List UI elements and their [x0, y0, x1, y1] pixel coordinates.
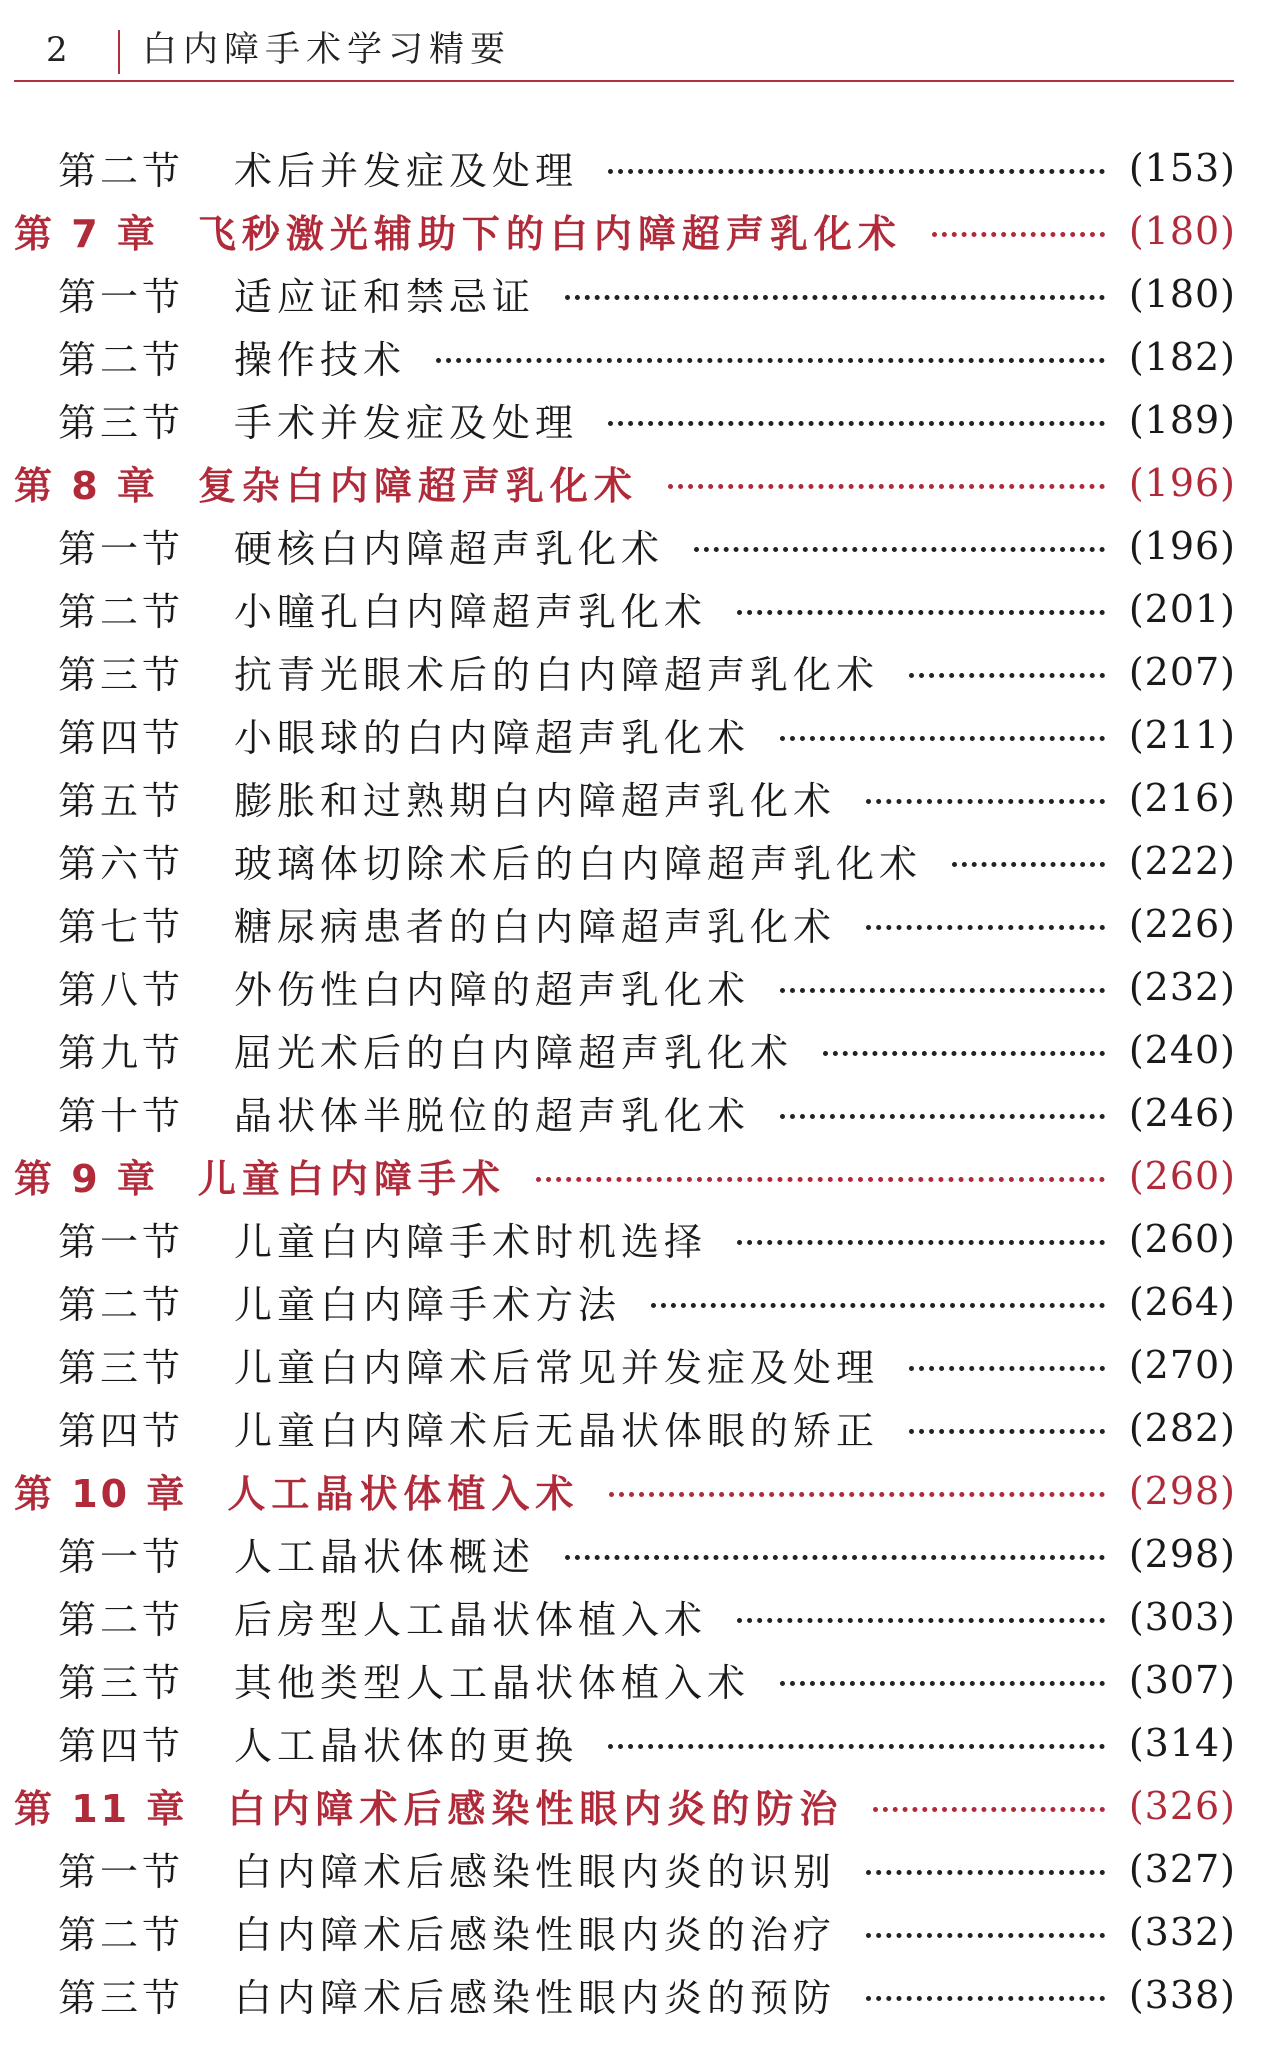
dot-leader — [694, 547, 1105, 552]
toc-page-number: (282) — [1128, 1405, 1236, 1450]
dot-leader — [932, 232, 1105, 237]
toc-entry-title: 术后并发症及处理 — [234, 149, 579, 193]
toc-entry-label: 第三节 — [58, 1976, 185, 2020]
book-title: 白内障手术学习精要 — [142, 30, 512, 70]
toc-entry-title: 白内障术后感染性眼内炎的预防 — [234, 1976, 837, 2020]
dot-leader — [608, 169, 1105, 174]
page-number: 2 — [46, 30, 68, 70]
dot-leader — [780, 988, 1105, 993]
toc-section-row[interactable] — [0, 1270, 1262, 1333]
dot-leader — [609, 1492, 1104, 1497]
toc-section-row[interactable] — [0, 1018, 1262, 1081]
dot-leader — [909, 1429, 1105, 1434]
toc-entry-label: 第三节 — [58, 653, 185, 697]
toc-entry-label: 第二节 — [58, 149, 185, 193]
toc-section-row[interactable] — [0, 1522, 1262, 1585]
toc-entry-label: 第六节 — [58, 842, 185, 886]
toc-entry-title: 操作技术 — [234, 338, 407, 382]
toc-page-number: (182) — [1128, 334, 1236, 379]
dot-leader — [436, 358, 1105, 363]
toc-entry-label: 第 9 章 — [14, 1157, 158, 1201]
toc-page-number: (226) — [1128, 901, 1236, 946]
toc-entry-title: 手术并发症及处理 — [234, 401, 579, 445]
toc-section-row[interactable] — [0, 640, 1262, 703]
toc-entry-title: 其他类型人工晶状体植入术 — [234, 1661, 751, 1705]
toc-page-number: (332) — [1128, 1909, 1236, 1954]
dot-leader — [737, 1618, 1105, 1623]
toc-page-number: (232) — [1128, 964, 1236, 1009]
toc-entry-title: 晶状体半脱位的超声乳化术 — [234, 1094, 751, 1138]
toc-entry-title: 小瞳孔白内障超声乳化术 — [234, 590, 708, 634]
toc-entry-title: 人工晶状体的更换 — [234, 1724, 579, 1768]
toc-section-row[interactable] — [0, 514, 1262, 577]
toc-section-row[interactable] — [0, 388, 1262, 451]
toc-entry-label: 第一节 — [58, 527, 185, 571]
toc-section-row[interactable] — [0, 577, 1262, 640]
toc-page-number: (326) — [1128, 1783, 1236, 1828]
toc-page-number: (201) — [1128, 586, 1236, 631]
dot-leader — [536, 1177, 1105, 1182]
toc-entry-title: 抗青光眼术后的白内障超声乳化术 — [234, 653, 880, 697]
toc-entry-title: 飞秒激光辅助下的白内障超声乳化术 — [197, 212, 902, 256]
toc-entry-label: 第十节 — [58, 1094, 185, 1138]
toc-entry-label: 第二节 — [58, 590, 185, 634]
dot-leader — [780, 1681, 1105, 1686]
toc-section-row[interactable] — [0, 766, 1262, 829]
toc-entry-title: 儿童白内障手术时机选择 — [234, 1220, 708, 1264]
toc-section-row[interactable] — [0, 1711, 1262, 1774]
toc-section-row[interactable] — [0, 1648, 1262, 1711]
toc-chapter-row[interactable] — [0, 1459, 1262, 1522]
dot-leader — [909, 673, 1105, 678]
table-of-contents — [0, 136, 1262, 2026]
toc-entry-title: 膨胀和过熟期白内障超声乳化术 — [234, 779, 837, 823]
toc-section-row[interactable] — [0, 325, 1262, 388]
toc-page-number: (216) — [1128, 775, 1236, 820]
dot-leader — [866, 1870, 1105, 1875]
dot-leader — [866, 799, 1105, 804]
toc-page-number: (264) — [1128, 1279, 1236, 1324]
dot-leader — [737, 1240, 1105, 1245]
toc-entry-title: 儿童白内障手术 — [197, 1157, 506, 1201]
toc-entry-label: 第二节 — [58, 1598, 185, 1642]
toc-chapter-row[interactable] — [0, 199, 1262, 262]
toc-page-number: (222) — [1128, 838, 1236, 883]
dot-leader — [608, 421, 1105, 426]
toc-page-number: (153) — [1128, 145, 1236, 190]
toc-entry-title: 复杂白内障超声乳化术 — [197, 464, 638, 508]
toc-page-number: (298) — [1128, 1531, 1236, 1576]
toc-entry-label: 第七节 — [58, 905, 185, 949]
toc-page-number: (307) — [1128, 1657, 1236, 1702]
dot-leader — [780, 1114, 1105, 1119]
toc-entry-title: 儿童白内障术后常见并发症及处理 — [234, 1346, 880, 1390]
toc-entry-title: 玻璃体切除术后的白内障超声乳化术 — [234, 842, 923, 886]
toc-page-number: (207) — [1128, 649, 1236, 694]
toc-entry-label: 第三节 — [58, 401, 185, 445]
toc-page-number: (314) — [1128, 1720, 1236, 1765]
dot-leader — [909, 1366, 1105, 1371]
toc-section-row[interactable] — [0, 1207, 1262, 1270]
toc-section-row[interactable] — [0, 1396, 1262, 1459]
toc-entry-label: 第 8 章 — [14, 464, 158, 508]
dot-leader — [565, 1555, 1105, 1560]
dot-leader — [873, 1807, 1104, 1812]
toc-page-number: (327) — [1128, 1846, 1236, 1891]
toc-entry-label: 第二节 — [58, 338, 185, 382]
toc-page-number: (303) — [1128, 1594, 1236, 1639]
toc-entry-title: 糖尿病患者的白内障超声乳化术 — [234, 905, 837, 949]
toc-entry-title: 白内障术后感染性眼内炎的防治 — [227, 1787, 844, 1831]
toc-entry-title: 后房型人工晶状体植入术 — [234, 1598, 708, 1642]
toc-section-row[interactable] — [0, 703, 1262, 766]
toc-section-row[interactable] — [0, 955, 1262, 1018]
toc-page-number: (180) — [1128, 271, 1236, 316]
header-divider — [118, 30, 120, 74]
toc-section-row[interactable] — [0, 1900, 1262, 1963]
toc-page-number: (189) — [1128, 397, 1236, 442]
toc-page-number: (246) — [1128, 1090, 1236, 1135]
toc-section-row[interactable] — [0, 892, 1262, 955]
toc-entry-label: 第 11 章 — [14, 1787, 188, 1831]
toc-page-number: (298) — [1128, 1468, 1236, 1513]
toc-entry-label: 第五节 — [58, 779, 185, 823]
toc-section-row[interactable] — [0, 1081, 1262, 1144]
toc-entry-label: 第四节 — [58, 716, 185, 760]
toc-entry-label: 第八节 — [58, 968, 185, 1012]
toc-entry-title: 适应证和禁忌证 — [234, 275, 536, 319]
toc-entry-title: 外伤性白内障的超声乳化术 — [234, 968, 751, 1012]
toc-entry-label: 第 7 章 — [14, 212, 158, 256]
dot-leader — [737, 610, 1105, 615]
dot-leader — [866, 1933, 1105, 1938]
toc-entry-label: 第三节 — [58, 1346, 185, 1390]
toc-page-number: (180) — [1128, 208, 1236, 253]
toc-page-number: (211) — [1128, 712, 1236, 757]
toc-section-row[interactable] — [0, 1963, 1262, 2026]
toc-entry-title: 屈光术后的白内障超声乳化术 — [234, 1031, 794, 1075]
dot-leader — [823, 1051, 1105, 1056]
toc-entry-label: 第一节 — [58, 275, 185, 319]
toc-entry-label: 第九节 — [58, 1031, 185, 1075]
running-header — [14, 24, 1234, 82]
toc-entry-title: 白内障术后感染性眼内炎的识别 — [234, 1850, 837, 1894]
toc-section-row[interactable] — [0, 1333, 1262, 1396]
toc-chapter-row[interactable] — [0, 1144, 1262, 1207]
dot-leader — [608, 1744, 1105, 1749]
dot-leader — [866, 1996, 1105, 2001]
toc-entry-title: 儿童白内障手术方法 — [234, 1283, 622, 1327]
toc-entry-title: 人工晶状体概述 — [234, 1535, 536, 1579]
toc-chapter-row[interactable] — [0, 451, 1262, 514]
toc-entry-title: 人工晶状体植入术 — [227, 1472, 580, 1516]
toc-entry-title: 白内障术后感染性眼内炎的治疗 — [234, 1913, 837, 1957]
toc-entry-label: 第二节 — [58, 1913, 185, 1957]
toc-chapter-row[interactable] — [0, 1774, 1262, 1837]
toc-page-number: (270) — [1128, 1342, 1236, 1387]
toc-entry-label: 第一节 — [58, 1850, 185, 1894]
dot-leader — [651, 1303, 1105, 1308]
dot-leader — [780, 736, 1105, 741]
dot-leader — [952, 862, 1105, 867]
toc-page-number: (196) — [1128, 523, 1236, 568]
toc-entry-label: 第一节 — [58, 1535, 185, 1579]
toc-entry-label: 第一节 — [58, 1220, 185, 1264]
toc-section-row[interactable] — [0, 1837, 1262, 1900]
toc-entry-label: 第四节 — [58, 1724, 185, 1768]
toc-entry-title: 硬核白内障超声乳化术 — [234, 527, 665, 571]
toc-entry-title: 小眼球的白内障超声乳化术 — [234, 716, 751, 760]
toc-section-row[interactable] — [0, 1585, 1262, 1648]
dot-leader — [866, 925, 1105, 930]
toc-entry-label: 第二节 — [58, 1283, 185, 1327]
toc-entry-label: 第 10 章 — [14, 1472, 188, 1516]
dot-leader — [565, 295, 1105, 300]
toc-entry-title: 儿童白内障术后无晶状体眼的矫正 — [234, 1409, 880, 1453]
toc-page-number: (260) — [1128, 1216, 1236, 1261]
toc-page-number: (338) — [1128, 1972, 1236, 2017]
toc-page-number: (260) — [1128, 1153, 1236, 1198]
toc-section-row[interactable] — [0, 829, 1262, 892]
dot-leader — [668, 484, 1105, 489]
toc-section-row[interactable] — [0, 136, 1262, 199]
toc-entry-label: 第三节 — [58, 1661, 185, 1705]
toc-entry-label: 第四节 — [58, 1409, 185, 1453]
toc-page-number: (196) — [1128, 460, 1236, 505]
toc-section-row[interactable] — [0, 262, 1262, 325]
toc-page-number: (240) — [1128, 1027, 1236, 1072]
